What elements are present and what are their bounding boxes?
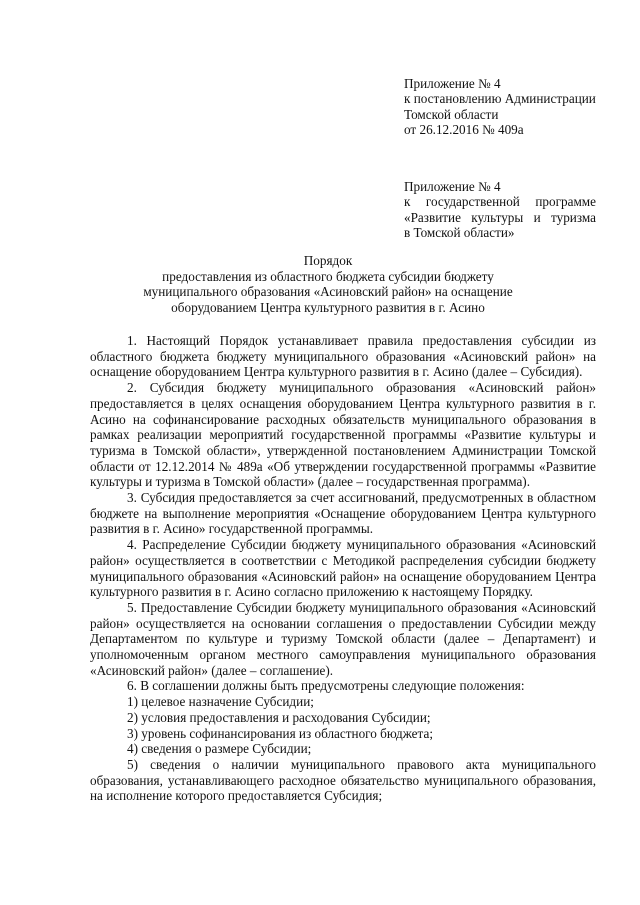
document-body (90, 333, 596, 804)
appendix-header-resolution (404, 76, 596, 137)
paragraph-4: 4. Распределение Субсидии бюджету муниципального образования «Асиновский район» осуществляется в соответствии с Методикой распределения субсидии бюджету муниципального образования «Асиновский район» на оснащение оборудованием Центра культурного развития в г. Асино согласно приложению к настоящему Порядку. (90, 537, 596, 600)
list-item-2: 2) условия предоставления и расходования Субсидии; (127, 709, 431, 725)
title-line-4: оборудованием Центра культурного развития в г. Асино (171, 299, 485, 315)
title-line-1: Порядок (303, 253, 353, 268)
document-title (88, 253, 568, 315)
appendix-1-line-3: Томской области (404, 106, 499, 122)
list-item-1: 1) целевое назначение Субсидии; (127, 694, 314, 710)
appendix-1-line-2: к постановлению Администрации (404, 91, 596, 107)
paragraph-1: 1. Настоящий Порядок устанавливает правила предоставления субсидии из областного бюджета бюджету муниципального образования «Асиновский район» на оснащение оборудованием Центра культурного развития в г. Асино (далее – Субсидия). (90, 333, 596, 380)
paragraph-3: 3. Субсидия предоставляется за счет ассигнований, предусмотренных в областном бюджете на выполнение мероприятия «Оснащение оборудованием Центра культурного развития в г. Асино» государственной программы. (90, 490, 596, 537)
paragraph-5: 5. Предоставление Субсидии бюджету муниципального образования «Асиновский район» осуществляется на основании соглашения о предоставлении Субсидии между Департаментом по культуре и туризму Томской области (далее – Департамент) и уполномоченным органом местного самоуправления муниципального образования «Асиновский район» (далее – соглашение). (90, 599, 596, 678)
list-item-3: 3) уровень софинансирования из областного бюджета; (127, 725, 433, 741)
paragraph-6: 6. В соглашении должны быть предусмотрены следующие положения: (127, 678, 525, 694)
appendix-2-line-3: «Развитие культуры и туризма (404, 209, 596, 225)
appendix-2-line-1: Приложение № 4 (404, 179, 501, 194)
appendix-1-line-4: от 26.12.2016 № 409а (404, 121, 524, 137)
list-item-5: 5) сведения о наличии муниципального правового акта муниципального образования, устанавливающего расходное обязательство муниципального образования, на исполнение которого предоставляется Субсидия; (90, 756, 596, 804)
appendix-2-line-4: в Томской области» (404, 224, 515, 240)
appendix-header-program (404, 179, 596, 240)
paragraph-2: 2. Субсидия бюджету муниципального образования «Асиновский район» предоставляется в целях оснащения оборудованием Центра культурного развития в г. Асино на софинансирование расходных обязательств муниципального образования в рамках реализации мероприятий государственной программы «Развитие культуры и туризма в Томской области», утвержденной постановлением Администрации Томской области от 12.12.2014 № 489а «Об утверждении государственной программы «Развитие культуры и туризма в Томской области» (далее – государственная программа). (90, 380, 596, 490)
title-line-3: муниципального образования «Асиновский район» на оснащение (143, 284, 513, 299)
appendix-2-line-2: к государственной программе (404, 194, 596, 210)
list-item-4: 4) сведения о размере Субсидии; (127, 741, 312, 757)
title-line-2: предоставления из областного бюджета субсидии бюджету (162, 268, 494, 284)
appendix-1-line-1: Приложение № 4 (404, 76, 501, 91)
